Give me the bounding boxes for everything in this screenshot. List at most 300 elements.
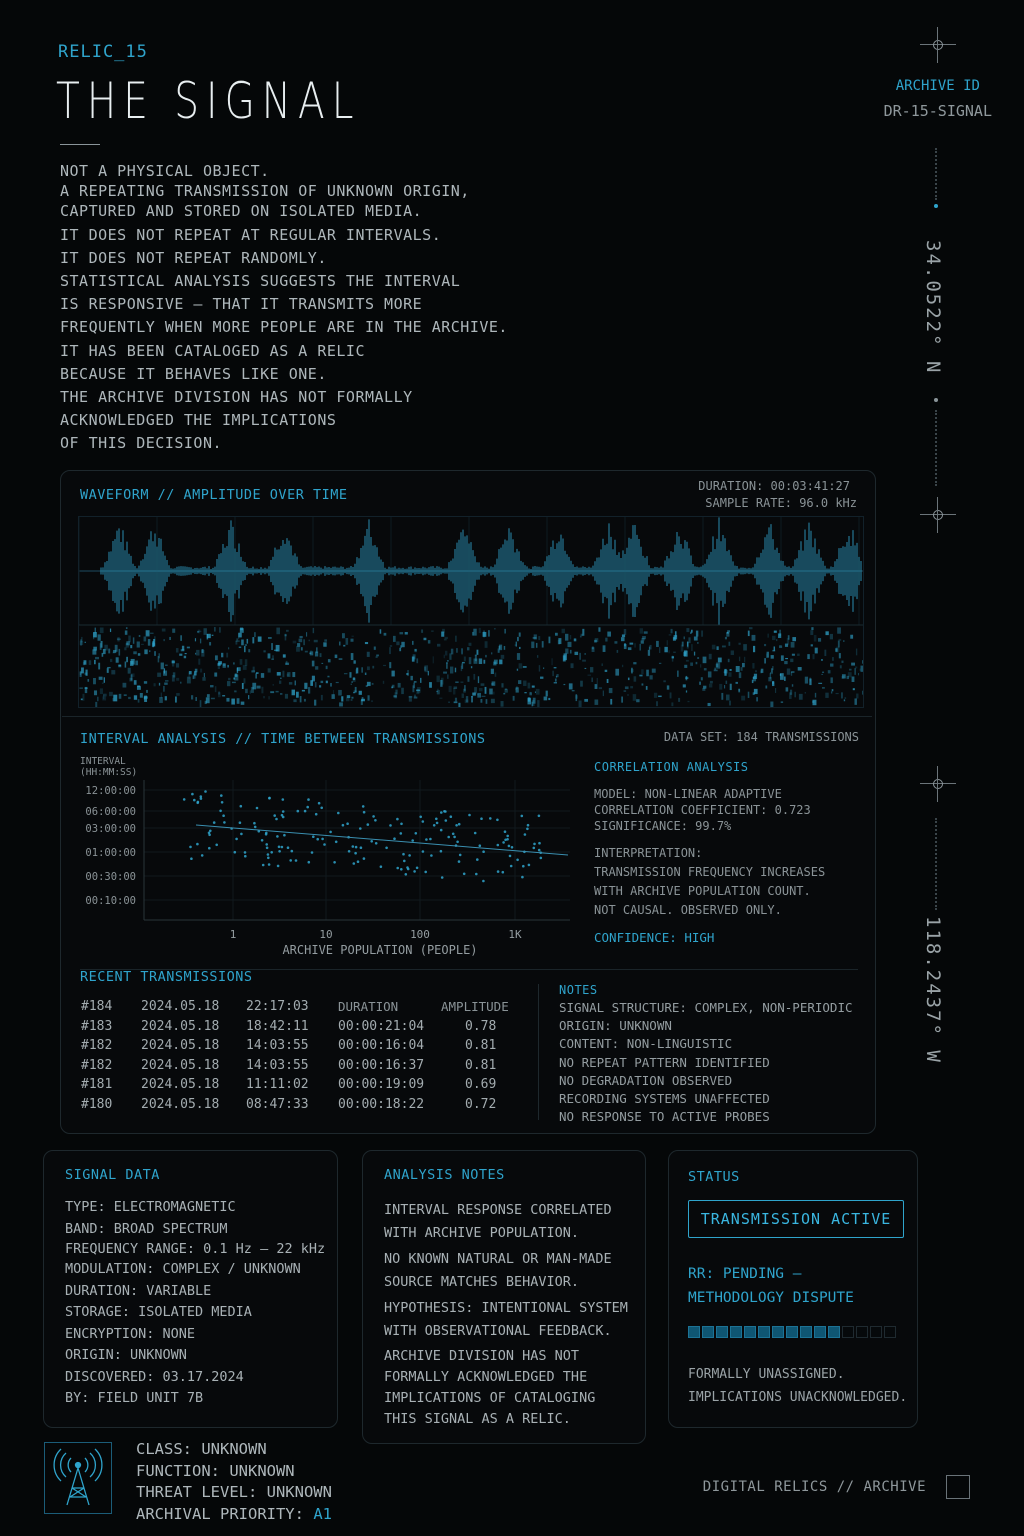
progress-segment bbox=[800, 1326, 812, 1338]
scatter-point bbox=[374, 819, 377, 822]
spectrogram-cell bbox=[138, 699, 140, 702]
scatter-point bbox=[234, 851, 237, 854]
intro-line: IS RESPONSIVE — THAT IT TRANSMITS MORE bbox=[60, 295, 423, 314]
spectrogram-cell bbox=[365, 642, 368, 644]
scatter-point bbox=[196, 843, 199, 846]
spectrogram-cell bbox=[234, 690, 236, 692]
spectrogram-cell bbox=[858, 673, 859, 675]
spectrogram-cell bbox=[702, 688, 705, 691]
spectrogram-cell bbox=[353, 660, 355, 663]
spectrogram-cell bbox=[850, 635, 853, 639]
spectrogram-cell bbox=[648, 650, 650, 656]
note-line: RECORDING SYSTEMS UNAFFECTED bbox=[559, 1091, 770, 1107]
spectrogram-cell bbox=[283, 654, 286, 657]
spectrogram-cell bbox=[537, 700, 539, 707]
spectrogram-cell bbox=[203, 628, 206, 635]
scatter-point bbox=[489, 817, 492, 820]
spectrogram-cell bbox=[724, 685, 725, 688]
spectrogram-cell bbox=[162, 629, 166, 632]
crosshair-icon bbox=[920, 766, 956, 802]
scatter-point bbox=[422, 850, 425, 853]
spectrogram-cell bbox=[694, 637, 698, 641]
spectrogram-cell bbox=[682, 642, 684, 647]
spectrogram-cell bbox=[351, 653, 354, 660]
spectrogram-cell bbox=[528, 683, 531, 689]
scatter-point bbox=[201, 854, 204, 857]
spectrogram-cell bbox=[258, 636, 262, 641]
spectrogram-cell bbox=[261, 687, 263, 694]
y-tick-label: 00:10:00 bbox=[85, 895, 136, 907]
spectrogram-cell bbox=[128, 697, 131, 699]
spectrogram-cell bbox=[822, 672, 824, 673]
spectrogram-cell bbox=[633, 694, 636, 701]
spectrogram-cell bbox=[815, 693, 816, 698]
scatter-point bbox=[204, 790, 207, 793]
scatter-point bbox=[315, 813, 318, 816]
spectrogram-cell bbox=[807, 654, 810, 659]
spectrogram-cell bbox=[534, 634, 537, 639]
spectrogram-cell bbox=[445, 651, 447, 656]
scatter-point bbox=[408, 854, 411, 857]
spectrogram-cell bbox=[556, 674, 558, 677]
spectrogram-cell bbox=[94, 690, 97, 695]
spectrogram-cell bbox=[485, 641, 488, 648]
scatter-point bbox=[443, 810, 446, 813]
spectrogram-cell bbox=[686, 676, 687, 680]
scatter-point bbox=[453, 836, 456, 839]
scatter-point bbox=[352, 845, 355, 848]
spectrogram-cell bbox=[293, 699, 296, 702]
scatter-point bbox=[403, 860, 406, 863]
spectrogram-cell bbox=[696, 662, 698, 664]
spectrogram-cell bbox=[296, 646, 300, 652]
spectrogram-cell bbox=[790, 659, 793, 662]
spectrogram-cell bbox=[268, 668, 271, 672]
spectrogram-cell bbox=[453, 688, 455, 695]
scatter-point bbox=[389, 824, 392, 827]
spectrogram-cell bbox=[798, 667, 802, 671]
spectrogram-cell bbox=[765, 685, 767, 688]
spectrogram-cell bbox=[671, 702, 673, 706]
spectrogram-cell bbox=[437, 690, 440, 694]
spectrogram-cell bbox=[499, 645, 502, 651]
scatter-point bbox=[189, 846, 192, 849]
spectrogram-cell bbox=[152, 641, 153, 647]
spectrogram-cell bbox=[248, 695, 249, 699]
spectrogram-cell bbox=[410, 676, 412, 680]
spectrogram-cell bbox=[109, 692, 113, 696]
spectrogram-cell bbox=[140, 693, 143, 698]
spectrogram-cell bbox=[163, 671, 167, 676]
spectrogram-cell bbox=[154, 651, 156, 656]
footer-square-icon[interactable] bbox=[946, 1475, 970, 1499]
spectrogram-cell bbox=[488, 630, 489, 636]
radio-tower-icon bbox=[45, 1443, 111, 1513]
x-tick-label: 100 bbox=[410, 928, 430, 941]
spectrogram-cell bbox=[760, 670, 762, 673]
spectrogram-cell bbox=[159, 683, 160, 686]
rail-dot bbox=[934, 204, 938, 208]
spectrogram-cell bbox=[461, 663, 463, 668]
spectrogram-cell bbox=[393, 695, 396, 697]
scatter-point bbox=[372, 815, 375, 818]
spectrogram-cell bbox=[755, 670, 757, 672]
spectrogram-cell bbox=[285, 634, 287, 641]
scatter-point bbox=[538, 842, 541, 845]
spectrogram-cell bbox=[314, 640, 318, 642]
analysis-notes-title: ANALYSIS NOTES bbox=[384, 1167, 505, 1183]
spectrogram-cell bbox=[270, 691, 274, 693]
classification-block bbox=[136, 1439, 332, 1525]
spectrogram-cell bbox=[843, 641, 844, 642]
spectrogram-cell bbox=[198, 659, 200, 665]
spectrogram-cell bbox=[650, 675, 653, 679]
spectrogram-cell bbox=[607, 632, 611, 637]
spectrogram-cell bbox=[533, 637, 537, 638]
spectrogram-cell bbox=[709, 684, 712, 688]
spectrogram-cell bbox=[98, 663, 100, 670]
priority-line bbox=[136, 1504, 332, 1526]
scatter-point bbox=[208, 847, 211, 850]
spectrogram-cell bbox=[428, 671, 429, 676]
spectrogram-cell bbox=[753, 676, 756, 681]
spectrogram-cell bbox=[344, 673, 347, 674]
rail-dots bbox=[935, 148, 939, 200]
spectrogram-cell bbox=[80, 641, 83, 645]
scatter-point bbox=[239, 821, 242, 824]
spectrogram-cell bbox=[207, 694, 210, 697]
spectrogram-cell bbox=[423, 638, 426, 640]
scatter-point bbox=[273, 814, 276, 817]
spectrogram-cell bbox=[499, 660, 502, 665]
spectrogram-cell bbox=[176, 648, 179, 652]
spectrogram-cell bbox=[223, 663, 226, 666]
spectrogram-cell bbox=[222, 695, 225, 696]
scatter-point bbox=[265, 843, 268, 846]
spectrogram-cell bbox=[708, 671, 712, 677]
spectrogram-cell bbox=[469, 657, 472, 664]
scatter-point bbox=[476, 858, 479, 861]
spectrogram-cell bbox=[327, 676, 329, 678]
spectrogram-cell bbox=[98, 634, 101, 640]
spectrogram-cell bbox=[567, 642, 571, 647]
status-footnote-line: IMPLICATIONS UNACKNOWLEDGED. bbox=[688, 1390, 908, 1405]
spectrogram-cell bbox=[644, 631, 648, 633]
scatter-point bbox=[278, 850, 281, 853]
spectrogram-cell bbox=[256, 673, 257, 678]
spectrogram-cell bbox=[836, 693, 839, 694]
spectrogram-cell bbox=[83, 662, 85, 665]
spectrogram-cell bbox=[242, 683, 244, 689]
spectrogram-cell bbox=[455, 682, 458, 683]
waveform-display bbox=[78, 516, 864, 708]
spectrogram-cell bbox=[149, 650, 150, 652]
spectrogram-cell bbox=[97, 697, 99, 701]
note-line: NO REPEAT PATTERN IDENTIFIED bbox=[559, 1054, 770, 1070]
spectrogram-cell bbox=[775, 688, 776, 693]
title-rule bbox=[60, 144, 100, 145]
spectrogram-cell bbox=[346, 638, 349, 645]
spectrogram-cell bbox=[486, 699, 488, 704]
spectrogram-cell bbox=[753, 646, 755, 652]
spectrogram-cell bbox=[830, 663, 833, 666]
spectrogram-cell bbox=[818, 638, 821, 642]
spectrogram-cell bbox=[792, 654, 795, 656]
spectrogram-cell bbox=[477, 693, 481, 698]
spectrogram-cell bbox=[196, 650, 199, 656]
interval-title: INTERVAL ANALYSIS // TIME BETWEEN TRANSMISSIONS bbox=[80, 731, 486, 747]
spectrogram-cell bbox=[631, 669, 634, 672]
spectrogram-cell bbox=[768, 677, 771, 681]
spectrogram-cell bbox=[467, 647, 469, 650]
scatter-point bbox=[359, 827, 362, 830]
spectrogram-cell bbox=[253, 667, 255, 671]
spectrogram-cell bbox=[134, 680, 137, 685]
spectrogram-cell bbox=[125, 661, 127, 667]
spectrogram-cell bbox=[718, 658, 722, 663]
spectrogram-cell bbox=[480, 699, 482, 703]
spectrogram-cell bbox=[374, 646, 376, 649]
spectrogram-cell bbox=[786, 687, 789, 691]
spectrogram-cell bbox=[86, 670, 88, 676]
spectrogram-cell bbox=[268, 653, 271, 658]
progress-segment bbox=[730, 1326, 742, 1338]
notes-section bbox=[559, 983, 853, 1126]
spectrogram-cell bbox=[726, 681, 728, 684]
scatter-point bbox=[362, 805, 365, 808]
confidence-label: CONFIDENCE: bbox=[594, 930, 685, 945]
spectrogram-cell bbox=[752, 663, 754, 669]
spectrogram-cell bbox=[659, 663, 661, 664]
tx-duration: 00:00:21:04 bbox=[338, 1018, 425, 1034]
spectrogram-cell bbox=[447, 674, 448, 678]
scatter-point bbox=[312, 835, 315, 838]
spectrogram-cell bbox=[351, 681, 352, 682]
spectrogram-cell bbox=[686, 690, 687, 692]
spectrogram-cell bbox=[312, 661, 315, 667]
spectrogram-cell bbox=[355, 687, 357, 692]
spectrogram-cell bbox=[226, 653, 228, 658]
spectrogram-cell bbox=[466, 696, 468, 702]
spectrogram-cell bbox=[504, 629, 505, 634]
spectrogram-cell bbox=[517, 637, 518, 641]
spectrogram-cell bbox=[231, 699, 235, 705]
spectrogram-cell bbox=[112, 652, 114, 654]
spectrogram-cell bbox=[841, 676, 844, 679]
spectrogram-cell bbox=[825, 631, 828, 635]
scatter-point bbox=[445, 819, 448, 822]
spectrogram-cell bbox=[232, 682, 236, 683]
spectrogram-cell bbox=[501, 655, 504, 659]
scatter-point bbox=[240, 805, 243, 808]
spectrogram-cell bbox=[569, 683, 573, 689]
spectrogram-cell bbox=[704, 668, 707, 670]
spectrogram-cell bbox=[271, 658, 274, 659]
spectrogram-cell bbox=[675, 631, 677, 636]
signal-data-line: TYPE: ELECTROMAGNETIC bbox=[65, 1199, 236, 1215]
scatter-point bbox=[289, 859, 292, 862]
note-line: SIGNAL STRUCTURE: COMPLEX, NON-PERIODIC bbox=[559, 1000, 853, 1015]
spectrogram-cell bbox=[346, 698, 349, 702]
progress-segment bbox=[786, 1326, 798, 1338]
spectrogram-cell bbox=[787, 668, 790, 674]
scatter-point bbox=[355, 846, 358, 849]
spectrogram-cell bbox=[320, 653, 322, 657]
spectrogram-cell bbox=[324, 639, 327, 641]
scatter-point bbox=[307, 798, 310, 801]
signal-data-line: ORIGIN: UNKNOWN bbox=[65, 1347, 187, 1363]
intro-line: IT DOES NOT REPEAT AT REGULAR INTERVALS. bbox=[60, 225, 442, 244]
spectrogram-cell bbox=[310, 680, 313, 686]
scatter-point bbox=[422, 820, 425, 823]
scatter-point bbox=[267, 853, 270, 856]
scatter-point bbox=[540, 857, 543, 860]
spectrogram-cell bbox=[293, 641, 297, 644]
spectrogram-cell bbox=[115, 645, 118, 652]
spectrogram-cell bbox=[841, 661, 843, 663]
scatter-point bbox=[360, 846, 363, 849]
scatter-point bbox=[425, 838, 428, 841]
scatter-point bbox=[213, 821, 216, 824]
scatter-point bbox=[304, 810, 307, 813]
spectrogram-cell bbox=[148, 639, 150, 646]
scatter-point bbox=[261, 839, 264, 842]
spectrogram-cell bbox=[308, 687, 310, 693]
scatter-point bbox=[333, 861, 336, 864]
rail-dots bbox=[935, 818, 939, 910]
spectrogram-cell bbox=[592, 678, 593, 682]
scatter-point bbox=[441, 876, 444, 879]
x-tick-label: 1K bbox=[508, 928, 522, 941]
spectrogram-cell bbox=[437, 644, 440, 647]
spectrogram-cell bbox=[400, 645, 402, 648]
spectrogram-cell bbox=[338, 690, 342, 696]
scatter-point bbox=[282, 816, 285, 819]
spectrogram-cell bbox=[565, 634, 568, 641]
spectrogram-cell bbox=[683, 684, 686, 687]
divider bbox=[62, 716, 872, 717]
spectrogram-cell bbox=[551, 658, 552, 665]
spectrogram-cell bbox=[165, 680, 168, 682]
spectrogram-cell bbox=[579, 653, 581, 660]
scatter-point bbox=[433, 824, 436, 827]
tx-duration: 00:00:16:04 bbox=[338, 1038, 425, 1054]
spectrogram-cell bbox=[684, 651, 688, 657]
spectrogram-cell bbox=[791, 672, 792, 676]
intro-line: CAPTURED AND STORED ON ISOLATED MEDIA. bbox=[60, 202, 423, 221]
scatter-point bbox=[306, 806, 309, 809]
spectrogram-cell bbox=[110, 629, 111, 632]
spectrogram-cell bbox=[840, 665, 842, 668]
spectrogram-cell bbox=[339, 702, 343, 706]
signal-data-line: FREQUENCY RANGE: 0.1 Hz – 22 kHz bbox=[65, 1241, 326, 1257]
spectrogram-cell bbox=[741, 696, 745, 701]
spectrogram-cell bbox=[774, 631, 777, 633]
spectrogram-cell bbox=[615, 669, 619, 676]
spectrogram-cell bbox=[304, 639, 305, 645]
scatter-point bbox=[506, 835, 509, 838]
spectrogram-cell bbox=[748, 631, 750, 636]
spectrogram-cell bbox=[413, 683, 415, 688]
spectrogram-cell bbox=[164, 682, 168, 684]
spectrogram-cell bbox=[726, 695, 730, 701]
scatter-point bbox=[244, 855, 247, 858]
spectrogram-cell bbox=[250, 690, 251, 693]
spectrogram-cell bbox=[805, 677, 808, 684]
spectrogram-cell bbox=[491, 683, 493, 685]
scatter-point bbox=[200, 797, 203, 800]
archive-id-label: ARCHIVE ID bbox=[895, 78, 980, 94]
spectrogram-cell bbox=[383, 681, 384, 684]
spectrogram-cell bbox=[107, 667, 110, 668]
spectrogram-cell bbox=[347, 695, 350, 698]
spectrogram-cell bbox=[237, 698, 240, 704]
spectrogram-cell bbox=[663, 680, 665, 682]
scatter-point bbox=[482, 850, 485, 853]
spectrogram-cell bbox=[212, 635, 214, 636]
spectrogram-cell bbox=[99, 677, 103, 680]
spectrogram-cell bbox=[104, 645, 107, 651]
spectrogram-cell bbox=[431, 630, 434, 631]
spectrogram-cell bbox=[687, 701, 689, 702]
scatter-point bbox=[197, 801, 200, 804]
recent-transmissions-table bbox=[81, 997, 521, 1114]
spectrogram-cell bbox=[580, 681, 583, 687]
spectrogram-cell bbox=[724, 670, 728, 674]
spectrogram-cell bbox=[296, 692, 299, 698]
spectrogram-cell bbox=[739, 643, 741, 645]
spectrogram-cell bbox=[731, 650, 734, 655]
spectrogram-cell bbox=[133, 637, 134, 643]
spectrogram-cell bbox=[461, 648, 462, 654]
scatter-point bbox=[193, 799, 196, 802]
spectrogram-cell bbox=[350, 639, 353, 642]
scatter-point bbox=[354, 852, 357, 855]
spectrogram-cell bbox=[738, 689, 740, 693]
spectrogram-cell bbox=[479, 658, 482, 664]
scatter-point bbox=[276, 835, 279, 838]
spectrogram-cell bbox=[810, 630, 813, 635]
progress-segment bbox=[884, 1326, 896, 1338]
spectrogram-cell bbox=[79, 688, 83, 689]
scatter-point bbox=[496, 819, 499, 822]
spectrogram-cell bbox=[548, 698, 550, 700]
spectrogram-cell bbox=[518, 680, 521, 684]
spectrogram-cell bbox=[533, 698, 536, 704]
spectrogram-cell bbox=[493, 692, 494, 695]
intro-line: ACKNOWLEDGED THE IMPLICATIONS bbox=[60, 411, 337, 430]
spectrogram-cell bbox=[764, 644, 766, 646]
scatter-point bbox=[522, 865, 525, 868]
spectrogram-cell bbox=[332, 694, 335, 699]
tx-time: 11:11:02 bbox=[246, 1077, 309, 1093]
spectrogram-cell bbox=[634, 643, 635, 647]
spectrogram-cell bbox=[210, 685, 213, 687]
class-line: CLASS: UNKNOWN bbox=[136, 1440, 267, 1458]
spectrogram-cell bbox=[261, 673, 264, 678]
spectrogram-cell bbox=[172, 629, 175, 633]
interpretation-line: TRANSMISSION FREQUENCY INCREASES bbox=[594, 865, 826, 879]
spectrogram-cell bbox=[292, 672, 295, 677]
spectrogram-cell bbox=[280, 693, 282, 695]
spectrogram-cell bbox=[543, 667, 544, 668]
spectrogram-cell bbox=[437, 676, 440, 683]
transmission-active-badge[interactable]: TRANSMISSION ACTIVE bbox=[688, 1200, 904, 1238]
threat-line: THREAT LEVEL: UNKNOWN bbox=[136, 1483, 332, 1502]
scatter-point bbox=[380, 865, 383, 868]
spectrogram-cell bbox=[595, 684, 598, 689]
spectrogram-cell bbox=[781, 655, 784, 661]
